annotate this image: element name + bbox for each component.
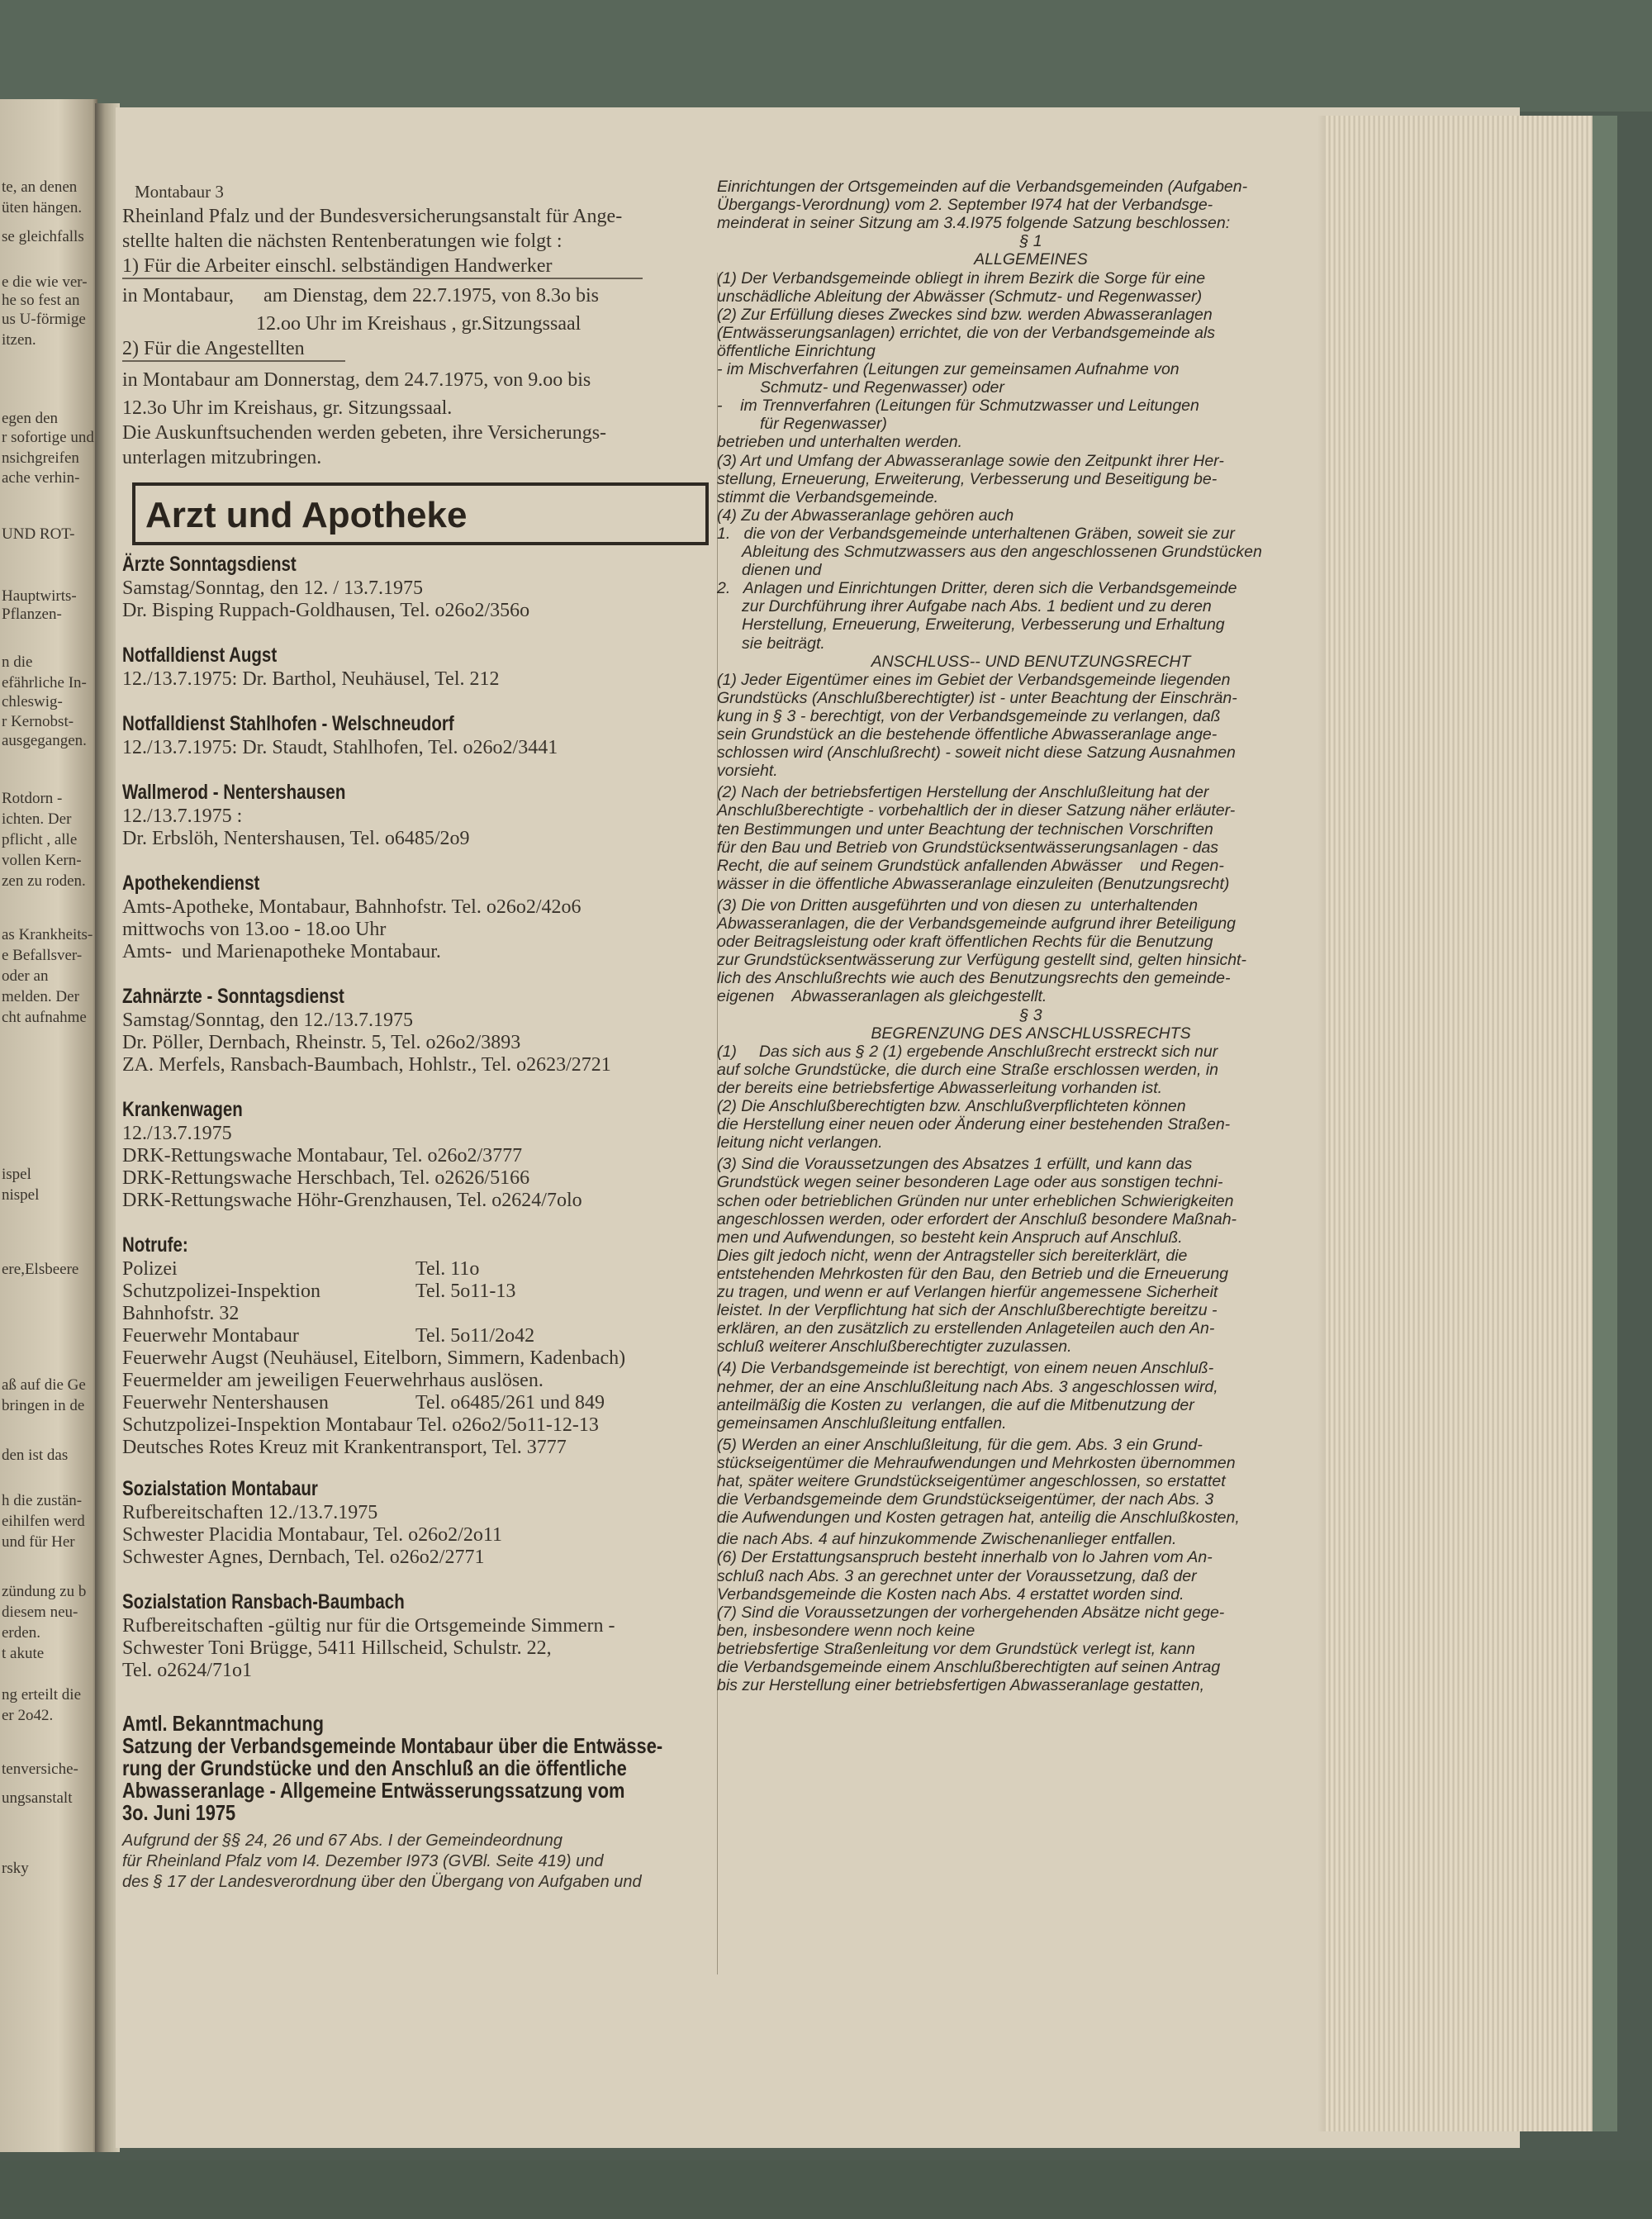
- emergency-service-name: Feuerwehr Nentershausen: [122, 1392, 329, 1414]
- statute-text-line: erklären, an den zusätzlich zu erstellenden Anlageteilen auch den An-: [717, 1319, 1215, 1338]
- prev-page-text-fragment: egen den: [2, 410, 59, 427]
- section-heading: ANSCHLUSS-- UND BENUTZUNGSRECHT: [871, 652, 1191, 671]
- statute-text-line: angeschlossen werden, oder erfordert der Anschluß besondere Maßnah-: [717, 1209, 1237, 1228]
- prev-page-text-fragment: Pflanzen-: [2, 606, 62, 623]
- statute-text-line: Herstellung, Erneuerung, Erweiterung, Verbesserung und Erhaltung: [742, 615, 1225, 634]
- block-line: Samstag/Sonntag, den 12. / 13.7.1975: [122, 577, 423, 599]
- statute-text-line: - im Mischverfahren (Leitungen zur gemeinsamen Aufnahme von: [717, 360, 1180, 378]
- prev-page-text-fragment: itzen.: [2, 331, 36, 349]
- prev-page-text-fragment: üten hängen.: [2, 199, 83, 216]
- prev-page-text-fragment: chleswig-: [2, 693, 63, 710]
- prev-page-text-fragment: r Kernobst-: [2, 713, 74, 730]
- statute-text-line: leitung nicht verlangen.: [717, 1133, 883, 1152]
- prev-page-text-fragment: e die wie ver-: [2, 273, 88, 291]
- statute-text-line: die Herstellung einer neuen oder Änderung einer bestehenden Straßen-: [717, 1115, 1231, 1134]
- block-line: Schwester Agnes, Dernbach, Tel. o26o2/2771: [122, 1547, 485, 1568]
- statute-text-line: schluß weiterer Anschlußberechtigter zuzulassen.: [717, 1338, 1072, 1357]
- statute-text-line: die Aufwendungen und Kosten getragen hat, anteilig die Anschlußkosten,: [717, 1509, 1240, 1528]
- rente-notice-line: in Montabaur am Donnerstag, dem 24.7.1975, von 9.oo bis: [122, 369, 591, 391]
- block-line: Samstag/Sonntag, den 12./13.7.1975: [122, 1010, 413, 1031]
- prev-page-text-fragment: Hauptwirts-: [2, 587, 77, 605]
- emergency-service-name: Polizei: [122, 1258, 178, 1280]
- statute-text-line: sein Grundstück an die bestehende öffentliche Abwasseranlage ange-: [717, 725, 1218, 744]
- statute-text-line: lich des Anschlußrechts wie auch des Benutzungsrechts den gemeinde-: [717, 969, 1231, 988]
- statute-text-line: auf solche Grundstücke, die durch eine Straße erschlossen werden, in: [717, 1060, 1218, 1079]
- block-line: Dr. Bisping Ruppach-Goldhausen, Tel. o26o2/356o: [122, 600, 530, 621]
- prev-page-text-fragment: ichten. Der: [2, 810, 72, 828]
- statute-text-line: Recht, die auf seinem Grundstück anfallenden Abwässer und Regen-: [717, 856, 1224, 875]
- emergency-service-name: Feuerwehr Augst (Neuhäusel, Eitelborn, Simmern, Kadenbach): [122, 1347, 626, 1369]
- statute-text-line: Dies gilt jedoch nicht, wenn der Antragsteller sich bereiterklärt, die: [717, 1246, 1188, 1265]
- block-heading: Sozialstation Montabaur: [122, 1477, 318, 1500]
- section-heading: § 3: [1019, 1005, 1042, 1024]
- announcement-text-line: Aufgrund der §§ 24, 26 und 67 Abs. I der Gemeindeordnung: [122, 1832, 563, 1850]
- statute-text-line: gemeinsamen Anschlußleitung entfallen.: [717, 1414, 1007, 1433]
- statute-text-line: stimmt die Verbandsgemeinde.: [717, 487, 939, 506]
- statute-text-line: für den Bau und Betrieb von Grundstücksentwässerungsanlagen - das: [717, 838, 1219, 857]
- emergency-service-name: Feuerwehr Montabaur: [122, 1325, 299, 1347]
- prev-page-text-fragment: vollen Kern-: [2, 852, 82, 869]
- block-heading: Notfalldienst Augst: [122, 644, 278, 667]
- statute-text-line: Grundstück wegen seiner besonderen Lage oder aus sonstigen techni-: [717, 1173, 1223, 1192]
- block-line: Schwester Toni Brügge, 5411 Hillscheid, Schulstr. 22,: [122, 1637, 552, 1659]
- announcement-heading-line: Satzung der Verbandsgemeinde Montabaur über die Entwässe-: [122, 1733, 663, 1758]
- statute-text-line: (6) Der Erstattungsanspruch besteht innerhalb von lo Jahren vom An-: [717, 1548, 1213, 1567]
- emergency-number-row: [122, 1302, 710, 1325]
- prev-page-text-fragment: te, an denen: [2, 178, 78, 196]
- emergency-phone-number: Tel. o6485/261 und 849: [415, 1392, 605, 1414]
- block-heading: Apothekendienst: [122, 872, 260, 895]
- block-line: 12./13.7.1975: Dr. Staudt, Stahlhofen, Tel. o26o2/3441: [122, 737, 558, 758]
- emergency-number-row: [122, 1257, 710, 1281]
- rente-notice-line: 1) Für die Arbeiter einschl. selbständigen Handwerker: [122, 255, 553, 277]
- block-line: mittwochs von 13.oo - 18.oo Uhr: [122, 919, 387, 940]
- statute-text-line: sie beiträgt.: [742, 634, 825, 653]
- emergency-number-row: [122, 1280, 710, 1303]
- emergency-service-name: Bahnhofstr. 32: [122, 1303, 240, 1324]
- previous-page-fragment: [0, 99, 97, 2152]
- statute-text-line: die Verbandsgemeinde einem Anschlußberechtigten auf seinen Antrag: [717, 1658, 1221, 1676]
- block-line: Rufbereitschaften -gültig nur für die Ortsgemeinde Simmern -: [122, 1615, 615, 1637]
- emergency-phone-number: Tel. 5o11-13: [415, 1281, 516, 1302]
- prev-page-text-fragment: zen zu roden.: [2, 872, 86, 890]
- emergency-number-row: [122, 1436, 710, 1459]
- emergency-number-row: [122, 1391, 710, 1414]
- statute-text-line: - im Trennverfahren (Leitungen für Schmutzwasser und Leitungen: [717, 397, 1199, 416]
- prev-page-text-fragment: eihilfen werd: [2, 1513, 85, 1530]
- statute-text-line: (Entwässerungsanlagen) errichtet, die von der Verbandsgemeinde als: [717, 323, 1216, 342]
- prev-page-text-fragment: ng erteilt die: [2, 1686, 82, 1703]
- statute-text-line: ben, insbesondere wenn noch keine: [717, 1621, 976, 1640]
- statute-text-line: Übergangs-Verordnung) vom 2. September I974 hat der Verbandsge-: [717, 196, 1213, 215]
- prev-page-text-fragment: ispel: [2, 1166, 31, 1183]
- prev-page-text-fragment: er 2o42.: [2, 1707, 54, 1724]
- statute-text-line: Anschlußberechtigte - vorbehaltlich der in dieser Satzung näher erläuter-: [717, 801, 1236, 820]
- block-line: DRK-Rettungswache Herschbach, Tel. o2626/5166: [122, 1167, 530, 1189]
- prev-page-text-fragment: us U-förmige: [2, 311, 86, 328]
- notrufe-heading: Notrufe:: [122, 1233, 188, 1257]
- statute-text-line: 2. Anlagen und Einrichtungen Dritter, deren sich die Verbandsgemeinde: [717, 579, 1237, 598]
- statute-text-line: meinderat in seiner Sitzung am 3.4.I975 folgende Satzung beschlossen:: [717, 214, 1231, 233]
- block-heading: Ärzte Sonntagsdienst: [122, 553, 297, 576]
- statute-text-line: (3) Sind die Voraussetzungen des Absatzes 1 erfüllt, und kann das: [717, 1155, 1193, 1174]
- announcement-heading-line: Amtl. Bekanntmachung: [122, 1711, 324, 1736]
- emergency-phone-number: Tel. 5o11/2o42: [415, 1325, 535, 1347]
- rente-notice-line: Die Auskunftsuchenden werden gebeten, ihre Versicherungs-: [122, 422, 607, 444]
- statute-text-line: (5) Werden an einer Anschlußleitung, für die gem. Abs. 3 ein Grund-: [717, 1435, 1203, 1454]
- statute-text-line: oder Beitragsleistung oder kraft öffentlichen Rechts für die Benutzung: [717, 933, 1213, 952]
- statute-text-line: zur Grundstücksentwässerung zur Verfügung gestellt sind, gelten hinsicht-: [717, 951, 1246, 970]
- emergency-number-row: [122, 1347, 710, 1370]
- section-title: Arzt und Apotheke: [145, 495, 468, 535]
- statute-text-line: (1) Der Verbandsgemeinde obliegt in ihrem Bezirk die Sorge für eine: [717, 268, 1206, 287]
- rule-line: [122, 360, 345, 362]
- emergency-service-name: Schutzpolizei-Inspektion: [122, 1281, 320, 1302]
- rente-notice-line: 2) Für die Angestellten: [122, 338, 305, 359]
- statute-text-line: (3) Art und Umfang der Abwasseranlage sowie den Zeitpunkt ihrer Her-: [717, 451, 1224, 470]
- statute-text-line: wässer in die öffentliche Abwasseranlage einzuleiten (Benutzungsrecht): [717, 874, 1230, 893]
- statute-text-line: anteilmäßig die Kosten zu verlangen, die auf die Mitbenutzung der: [717, 1395, 1194, 1414]
- statute-text-line: schen oder betrieblichen Gründen nur unter erheblichen Schwierigkeiten: [717, 1191, 1234, 1210]
- block-line: Rufbereitschaften 12./13.7.1975: [122, 1502, 378, 1523]
- block-line: ZA. Merfels, Ransbach-Baumbach, Hohlstr., Tel. o2623/2721: [122, 1054, 611, 1076]
- prev-page-text-fragment: rsky: [2, 1860, 29, 1877]
- statute-text-line: (2) Zur Erfüllung dieses Zweckes sind bzw. werden Abwasseranlagen: [717, 305, 1213, 324]
- block-heading: Zahnärzte - Sonntagsdienst: [122, 985, 344, 1008]
- prev-page-text-fragment: as Krankheits-: [2, 926, 93, 943]
- emergency-service-name: Deutsches Rotes Kreuz mit Krankentransport, Tel. 3777: [122, 1437, 567, 1458]
- rente-notice-line: in Montabaur, am Dienstag, dem 22.7.1975, von 8.3o bis: [122, 285, 599, 306]
- block-line: Amts-Apotheke, Montabaur, Bahnhofstr. Tel. o26o2/42o6: [122, 896, 582, 918]
- block-line: DRK-Rettungswache Montabaur, Tel. o26o2/3777: [122, 1145, 523, 1167]
- emergency-number-row: [122, 1414, 710, 1437]
- statute-text-line: die nach Abs. 4 auf hinzukommende Zwischenanlieger entfallen.: [717, 1530, 1177, 1549]
- prev-page-text-fragment: ere,Elsbeere: [2, 1261, 79, 1278]
- rule-line: [122, 278, 643, 279]
- emergency-service-name: Schutzpolizei-Inspektion Montabaur Tel. o26o2/5o11-12-13: [122, 1414, 599, 1436]
- book-cover-edge: [1593, 116, 1617, 2131]
- block-heading: Notfalldienst Stahlhofen - Welschneudorf: [122, 712, 454, 735]
- emergency-number-row: [122, 1369, 710, 1392]
- block-heading: Wallmerod - Nentershausen: [122, 781, 346, 804]
- statute-text-line: öffentliche Einrichtung: [717, 341, 876, 360]
- prev-page-text-fragment: und für Her: [2, 1533, 75, 1551]
- section-heading: BEGRENZUNG DES ANSCHLUSSRECHTS: [871, 1024, 1191, 1043]
- prev-page-text-fragment: zündung zu b: [2, 1583, 87, 1600]
- statute-text-line: Ableitung des Schmutzwassers aus den angeschlossenen Grundstücken: [742, 543, 1262, 561]
- prev-page-text-fragment: n die: [2, 653, 33, 671]
- announcement-text-line: für Rheinland Pfalz vom I4. Dezember I973 (GVBl. Seite 419) und: [122, 1852, 604, 1870]
- prev-page-text-fragment: nsichgreifen: [2, 449, 79, 467]
- statute-text-line: betrieben und unterhalten werden.: [717, 433, 963, 452]
- prev-page-text-fragment: e Befallsver-: [2, 947, 83, 964]
- statute-text-line: (3) Die von Dritten ausgeführten und von diesen zu unterhaltenden: [717, 896, 1199, 915]
- prev-page-text-fragment: r sofortige und: [2, 429, 94, 446]
- section-heading: § 1: [1019, 232, 1042, 251]
- statute-text-line: leistet. In der Verpflichtung hat sich der Anschlußberechtigte bereitzu -: [717, 1301, 1218, 1320]
- prev-page-text-fragment: ausgegangen.: [2, 732, 87, 749]
- statute-text-line: unschädliche Ableitung der Abwässer (Schmutz- und Regenwasser): [717, 287, 1203, 306]
- block-line: Schwester Placidia Montabaur, Tel. o26o2/2o11: [122, 1524, 502, 1546]
- statute-text-line: ten Bestimmungen und unter Beachtung der technischen Vorschriften: [717, 820, 1213, 839]
- block-line: Tel. o2624/71o1: [122, 1660, 252, 1681]
- statute-text-line: die Verbandsgemeinde dem Grundstückseigentümer, der nach Abs. 3: [717, 1490, 1214, 1509]
- block-heading: Krankenwagen: [122, 1098, 243, 1121]
- announcement-heading-line: 3o. Juni 1975: [122, 1800, 236, 1825]
- announcement-heading-line: rung der Grundstücke und den Anschluß an die öffentliche: [122, 1756, 627, 1780]
- statute-text-line: hat, später weitere Grundstückseigentümer angeschlossen, so erstattet: [717, 1472, 1226, 1490]
- statute-text-line: (1) Das sich aus § 2 (1) ergebende Anschlußrecht erstreckt sich nur: [717, 1042, 1218, 1061]
- statute-text-line: zu tragen, und wenn er auf Verlangen hierfür angemessene Sicherheit: [717, 1283, 1218, 1301]
- block-line: Dr. Erbslöh, Nentershausen, Tel. o6485/2o9: [122, 828, 470, 849]
- prev-page-text-fragment: den ist das: [2, 1447, 69, 1464]
- block-line: 12./13.7.1975 :: [122, 805, 243, 827]
- statute-text-line: men und Aufwendungen, so besteht kein Anspruch auf Anschluß.: [717, 1228, 1183, 1247]
- statute-text-line: stellung, Erneuerung, Erweiterung, Verbesserung und Beseitigung be-: [717, 469, 1218, 488]
- statute-text-line: (1) Jeder Eigentümer eines im Gebiet der Verbandsgemeinde liegenden: [717, 670, 1231, 689]
- statute-text-line: (2) Die Anschlußberechtigten bzw. Anschlußverpflichteten können: [717, 1097, 1186, 1115]
- prev-page-text-fragment: se gleichfalls: [2, 228, 84, 245]
- rente-notice-line: Montabaur 3: [135, 182, 224, 202]
- emergency-service-name: Feuermelder am jeweiligen Feuerwehrhaus auslösen.: [122, 1370, 544, 1391]
- block-line: Dr. Pöller, Dernbach, Rheinstr. 5, Tel. o26o2/3893: [122, 1032, 521, 1053]
- statute-text-line: dienen und: [742, 561, 822, 580]
- block-heading: Sozialstation Ransbach-Baumbach: [122, 1590, 405, 1613]
- prev-page-text-fragment: oder an: [2, 967, 49, 985]
- prev-page-text-fragment: ungsanstalt: [2, 1789, 73, 1807]
- statute-text-line: eigenen Abwasseranlagen als gleichgestellt.: [717, 987, 1047, 1006]
- announcement-text-line: des § 17 der Landesverordnung über den Übergang von Aufgaben und: [122, 1873, 642, 1891]
- statute-text-line: stückseigentümer die Mehraufwendungen und Mehrkosten übernommen: [717, 1453, 1236, 1472]
- prev-page-text-fragment: melden. Der: [2, 988, 79, 1005]
- prev-page-text-fragment: UND ROT-: [2, 525, 75, 543]
- statute-text-line: schlossen wird (Anschlußrecht) - soweit nicht diese Satzung Ausnahmen: [717, 744, 1236, 763]
- prev-page-text-fragment: diesem neu-: [2, 1604, 78, 1621]
- statute-text-line: nehmer, der an eine Anschlußleitung nach Abs. 3 angeschlossen wird,: [717, 1377, 1218, 1396]
- statute-text-line: der bereits eine betriebsfertige Abwasserleitung vorhanden ist.: [717, 1078, 1163, 1097]
- announcement-heading-line: Abwasseranlage - Allgemeine Entwässerungssatzung vom: [122, 1778, 625, 1803]
- prev-page-text-fragment: t akute: [2, 1645, 45, 1662]
- rente-notice-line: 12.oo Uhr im Kreishaus , gr.Sitzungssaal: [122, 313, 582, 335]
- prev-page-text-fragment: bringen in de: [2, 1397, 85, 1414]
- statute-text-line: vorsieht.: [717, 762, 778, 781]
- statute-text-line: Einrichtungen der Ortsgemeinden auf die Verbandsgemeinden (Aufgaben-: [717, 178, 1248, 196]
- statute-text-line: entstehenden Mehrkosten für den Bau, den Betrieb und die Erneuerung: [717, 1264, 1229, 1283]
- rente-notice-line: 12.3o Uhr im Kreishaus, gr. Sitzungssaal.: [122, 397, 453, 419]
- statute-text-line: schluß nach Abs. 3 an gerechnet unter der Voraussetzung, daß der: [717, 1566, 1197, 1585]
- section-heading: ALLGEMEINES: [974, 250, 1088, 269]
- statute-text-line: 1. die von der Verbandsgemeinde unterhaltenen Gräben, soweit sie zur: [717, 524, 1235, 543]
- book-cover-top: [0, 0, 1652, 112]
- rente-notice-line: unterlagen mitzubringen.: [122, 447, 322, 468]
- block-line: 12./13.7.1975: Dr. Barthol, Neuhäusel, Tel. 212: [122, 668, 500, 690]
- statute-text-line: (7) Sind die Voraussetzungen der vorhergehenden Absätze nicht gege-: [717, 1603, 1225, 1622]
- prev-page-text-fragment: efährliche In-: [2, 674, 87, 691]
- block-line: Amts- und Marienapotheke Montabaur.: [122, 941, 441, 962]
- statute-text-line: (4) Zu der Abwasseranlage gehören auch: [717, 506, 1014, 525]
- prev-page-text-fragment: pflicht , alle: [2, 831, 78, 848]
- prev-page-text-fragment: h die zustän-: [2, 1492, 83, 1509]
- statute-text-line: Schmutz- und Regenwasser) oder: [760, 378, 1004, 397]
- statute-text-line: Grundstücks (Anschlußberechtigter) ist - unter Beachtung der Einschrän-: [717, 688, 1237, 707]
- statute-text-line: (4) Die Verbandsgemeinde ist berechtigt, von einem neuen Anschluß-: [717, 1359, 1214, 1378]
- statute-text-line: Verbandsgemeinde die Kosten nach Abs. 4 erstattet worden sind.: [717, 1585, 1184, 1604]
- section-title-box: [132, 482, 709, 545]
- statute-text-line: kung in § 3 - berechtigt, von der Verbandsgemeinde zu verlangen, daß: [717, 706, 1221, 725]
- prev-page-text-fragment: ache verhin-: [2, 469, 80, 487]
- block-line: DRK-Rettungswache Höhr-Grenzhausen, Tel. o2624/7olo: [122, 1190, 582, 1211]
- prev-page-text-fragment: aß auf die Ge: [2, 1376, 86, 1394]
- prev-page-text-fragment: he so fest an: [2, 292, 80, 309]
- statute-text-line: für Regenwasser): [760, 415, 887, 434]
- statute-text-line: Abwasseranlagen, die der Verbandsgemeinde aufgrund ihrer Beteiligung: [717, 915, 1237, 933]
- prev-page-text-fragment: cht aufnahme: [2, 1009, 87, 1026]
- block-line: 12./13.7.1975: [122, 1123, 232, 1144]
- statute-text-line: (2) Nach der betriebsfertigen Herstellung der Anschlußleitung hat der: [717, 783, 1209, 802]
- book-cover-bottom: [0, 2160, 1652, 2219]
- statute-text-line: betriebsfertige Straßenleitung vor dem Grundstück verlegt ist, kann: [717, 1639, 1195, 1658]
- prev-page-text-fragment: erden.: [2, 1624, 40, 1642]
- prev-page-text-fragment: nispel: [2, 1186, 40, 1204]
- rente-notice-line: stellte halten die nächsten Rentenberatungen wie folgt :: [122, 230, 563, 252]
- prev-page-text-fragment: Rotdorn -: [2, 790, 63, 807]
- prev-page-text-fragment: tenversiche-: [2, 1760, 78, 1778]
- statute-text-line: zur Durchführung ihrer Aufgabe nach Abs. 1 bedient und zu deren: [742, 597, 1212, 616]
- rente-notice-line: Rheinland Pfalz und der Bundesversicherungsanstalt für Ange-: [122, 206, 623, 227]
- emergency-number-row: [122, 1324, 710, 1347]
- emergency-phone-number: Tel. 11o: [415, 1258, 480, 1280]
- statute-text-line: bis zur Herstellung einer betriebsfertigen Abwasseranlage gestatten,: [717, 1676, 1205, 1695]
